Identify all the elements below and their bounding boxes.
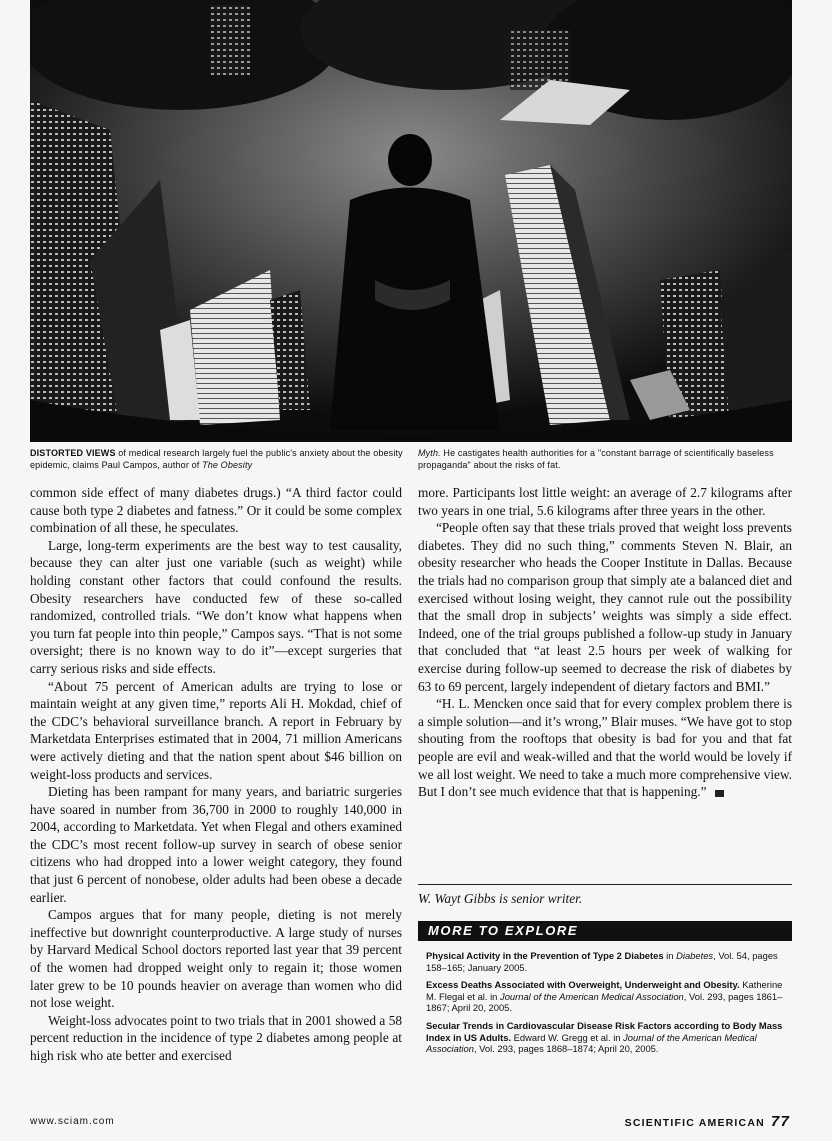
paragraph <box>418 695 792 801</box>
reference-title: Physical Activity in the Prevention of Type 2 Diabetes <box>426 950 664 961</box>
reference-details: , Vol. 293, pages 1868–1874; April 20, 2005. <box>473 1043 659 1055</box>
paragraph: more. Participants lost little weight: an average of 2.7 kilograms after two years in one trial, 5.6 kilograms after three years in the other. <box>418 485 792 518</box>
reference-mid: Edward W. Gregg et al. in <box>511 1031 624 1043</box>
reference-details: , Vol. 293, pages 1861–1867; April 20, 2005. <box>426 990 783 1014</box>
magazine-name: SCIENTIFIC AMERICAN <box>624 1117 765 1129</box>
more-to-explore-heading: MORE TO EXPLORE <box>418 921 792 941</box>
paragraph: “People often say that these trials proved that weight loss prevents diabetes. They did no such thing,” comments Steven N. Blair, an obesity researcher who heads the Cooper Institute in Dallas. Because the trials had no comparison group that simply ate a balanced diet and exercised without losing weight, they cannot rule out the possibility that the small drop in subjects’ weights was simply a side effect. Indeed, one of the trial groups published a follow-up study in January that concluded that “at least 2.5 hours per week of walking for exercise during follow-up seemed to decrease the risk of diabetes by 63 to 69 percent, largely independent of dietary factors and BMI.” <box>418 520 792 694</box>
caption-text-left: of medical research largely fuel the public's anxiety about the obesity epidemic, claims Paul Campos, author of <box>30 448 403 470</box>
reference-details: , Vol. 54, pages 158–165; January 2005. <box>426 950 778 973</box>
reference-journal: Journal of the American Medical Association <box>426 1031 757 1055</box>
paragraph: Campos argues that for many people, dieting is not merely ineffective but downright counterproductive. A large study of nurses by Harvard Medical School doctors reported last year that 39 percent of the women had dropped weight only to regain it; those women later grew to be 10 pounds heavier on average than women who did not lose weight. <box>30 907 402 1011</box>
caption-lead: DISTORTED VIEWS <box>30 448 116 458</box>
reference-title: Excess Deaths Associated with Overweight, Underweight and Obesity. <box>426 979 740 991</box>
reference-list <box>426 950 786 1061</box>
photo-illustration <box>30 0 792 442</box>
caption-book-title-part2: Myth. <box>418 448 441 458</box>
caption-text-right: He castigates health authorities for a "constant barrage of scientifically baseless propaganda" about the risks of fat. <box>418 448 774 470</box>
paragraph: Weight-loss advocates point to two trials that in 2001 showed a 58 percent reduction in the incidence of type 2 diabetes among people at high risk who ate better and exercised <box>30 1012 402 1063</box>
reference-item <box>426 979 786 1014</box>
reference-mid: Katherine M. Flegal et al. in <box>426 979 783 1002</box>
author-byline: W. Wayt Gibbs is senior writer. <box>418 884 792 907</box>
article-column-right <box>418 484 792 801</box>
photo-caption-left <box>30 448 410 471</box>
caption-book-title-part1: The Obesity <box>202 459 253 470</box>
paragraph: Dieting has been rampant for many years, and bariatric surgeries have soared in number from 36,700 in 2000 to roughly 140,000 in 2004, according to Marketdata. Yet when Flegal and others examined the CDC’s most recent follow-up survey in search of obese senior citizens who had dropped into a lower weight category, they found that just 6 percent of nonobese, older adults had been obese a decade earlier. <box>30 784 402 905</box>
photo-caption-right <box>418 448 792 471</box>
reference-title: Secular Trends in Cardiovascular Disease Risk Factors according to Body Mass Index in US Adults. <box>426 1019 783 1043</box>
reference-journal: Diabetes <box>676 950 714 961</box>
footer-magazine <box>625 1113 790 1130</box>
reference-item <box>426 950 786 973</box>
paragraph: Large, long-term experiments are the best way to test causality, because they can alter just one variable (such as weight) while holding constant other factors that could confound the results. Obesity researchers have conducted few of these so-called randomized, controlled trials. “We don’t know what happens when you turn fat people into thin people,” Campos says. “That is not some oversight; there is no known way to do it”—except surgeries that carry serious risks and side effects. <box>30 537 402 676</box>
page-number: 77 <box>770 1113 790 1130</box>
paragraph: common side effect of many diabetes drugs.) “A third factor could cause both type 2 diabetes and fatness.” Or it could be some complex combination of all these, he speculates. <box>30 485 402 536</box>
article-column-left <box>30 484 402 1065</box>
reference-mid: in <box>663 950 677 961</box>
paragraph-text: “H. L. Mencken once said that for every complex problem there is a simple solution—and it’s wrong,” Blair muses. “We have got to stop shouting from the rooftops that obesity is bad for you and that fat people are evil and weak-willed and that the world would be lovely if we all lost weight. We need to take a much more comprehensive view. But I don’t see much evidence that that is happening.” <box>418 696 792 800</box>
reference-journal: Journal of the American Medical Association <box>500 990 684 1002</box>
paragraph: “About 75 percent of American adults are trying to lose or maintain weight at any given time,” reports Ali H. Mokdad, chief of the CDC’s behavioral surveillance branch. A report in February by Marketdata Enterprises estimated that in 2004, 71 million Americans were actively dieting and that the nation spent about $46 billion on weight-loss products and services. <box>30 678 402 782</box>
footer-url: www.sciam.com <box>30 1116 115 1127</box>
end-mark-icon <box>715 790 724 797</box>
article-photo <box>30 0 792 442</box>
reference-item <box>426 1020 786 1055</box>
